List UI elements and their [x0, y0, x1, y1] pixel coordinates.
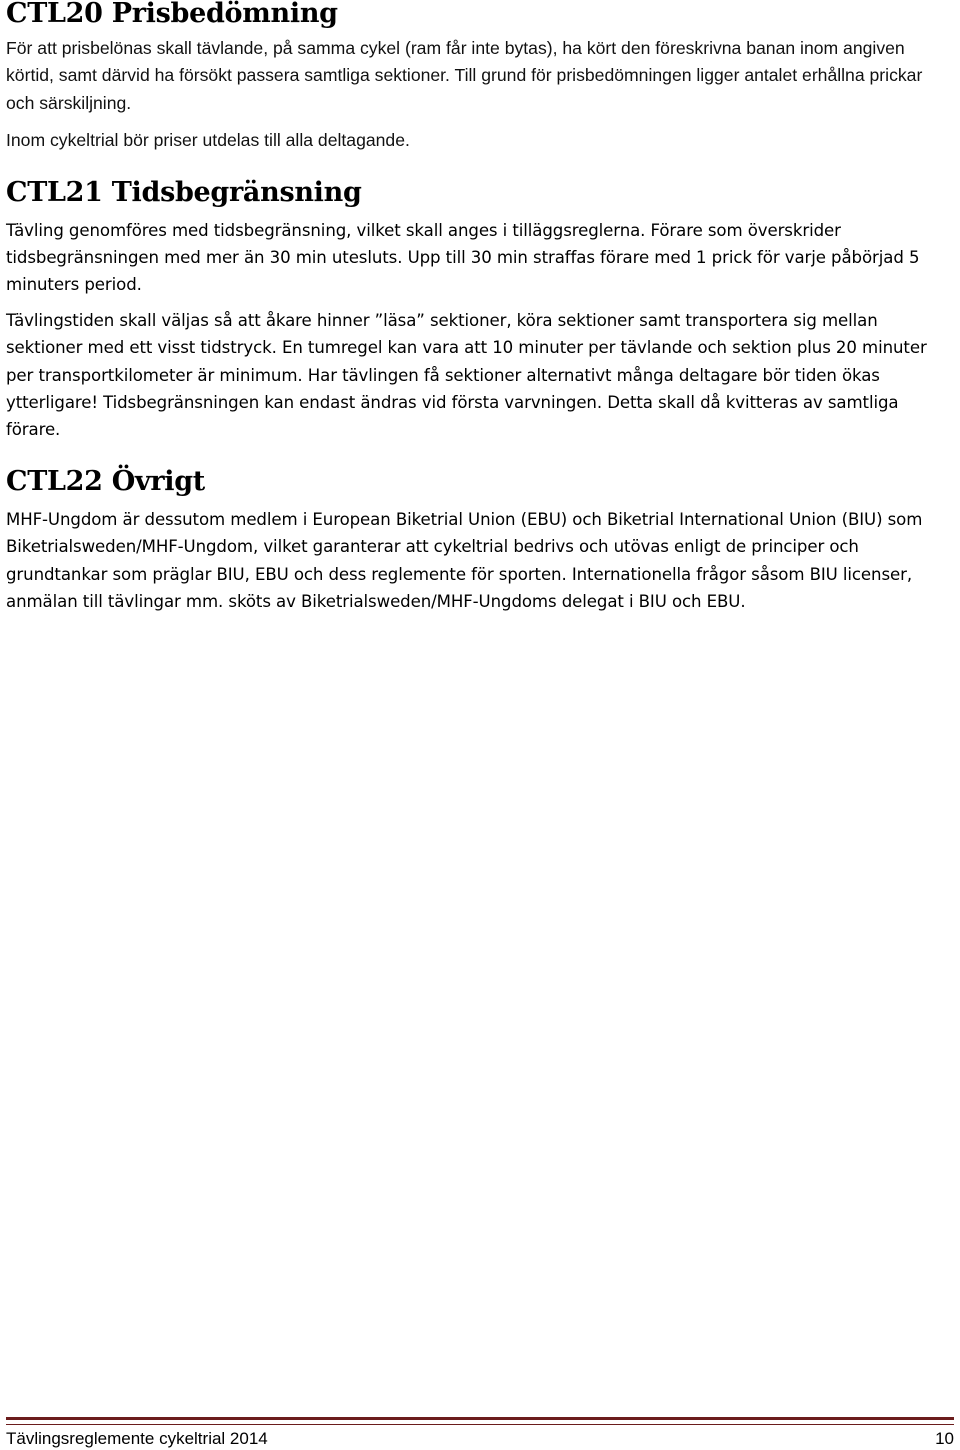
paragraph-ctl22-1: MHF-Ungdom är dessutom medlem i European Biketrial Union (EBU) och Biketrial International Union (BIU) som Biketrialsweden/MHF-Ungdom, vilket garanterar att cykeltrial bedrivs och utövas enligt de principer och grundtankar som präglar BIU, EBU och dess reglemente för sporten. Internationella frågor såsom BIU licenser, anmälan till tävlingar mm. sköts av Biketrialsweden/MHF-Ungdoms delegat i BIU och EBU. [6, 509, 923, 612]
paragraph-ctl20-1: För att prisbelönas skall tävlande, på samma cykel (ram får inte bytas), ha kört den föreskrivna banan inom angiven körtid, samt därvid ha försökt passera samtliga sektioner. Till grund för prisbedömningen ligger antalet erhållna prickar och särskiljning. [6, 38, 923, 113]
paragraph-ctl20-2: Inom cykeltrial bör priser utdelas till alla deltagande. [6, 130, 410, 151]
heading-ctl22: CTL22 Övrigt [6, 465, 205, 497]
footer-page-number: 10 [935, 1429, 954, 1448]
document-page [6, 0, 954, 616]
paragraph-ctl21-2: Tävlingstiden skall väljas så att åkare hinner ”läsa” sektioner, köra sektioner samt transportera sig mellan sektioner med ett visst tidstryck. En tumregel kan vara att 10 minuter per tävlande och sektion plus 20 minuter per transportkilometer är minimum. Har tävlingen få sektioner alternativt många deltagare bör tiden ökas ytterligare! Tidsbegränsningen kan endast ändras vid första varvningen. Detta skall då kvitteras av samtliga förare. [6, 310, 927, 440]
footer-document-title: Tävlingsreglemente cykeltrial 2014 [6, 1429, 268, 1448]
heading-ctl20: CTL20 Prisbedömning [6, 0, 338, 29]
heading-ctl21: CTL21 Tidsbegränsning [6, 176, 362, 208]
page-footer [6, 1428, 954, 1450]
footer-divider [6, 1417, 954, 1425]
paragraph-ctl21-1: Tävling genomföres med tidsbegränsning, vilket skall anges i tilläggsreglerna. Förare som överskrider tidsbegränsningen med mer än 30 min utesluts. Upp till 30 min straffas förare med 1 prick för varje påbörjad 5 minuters period. [6, 220, 920, 295]
